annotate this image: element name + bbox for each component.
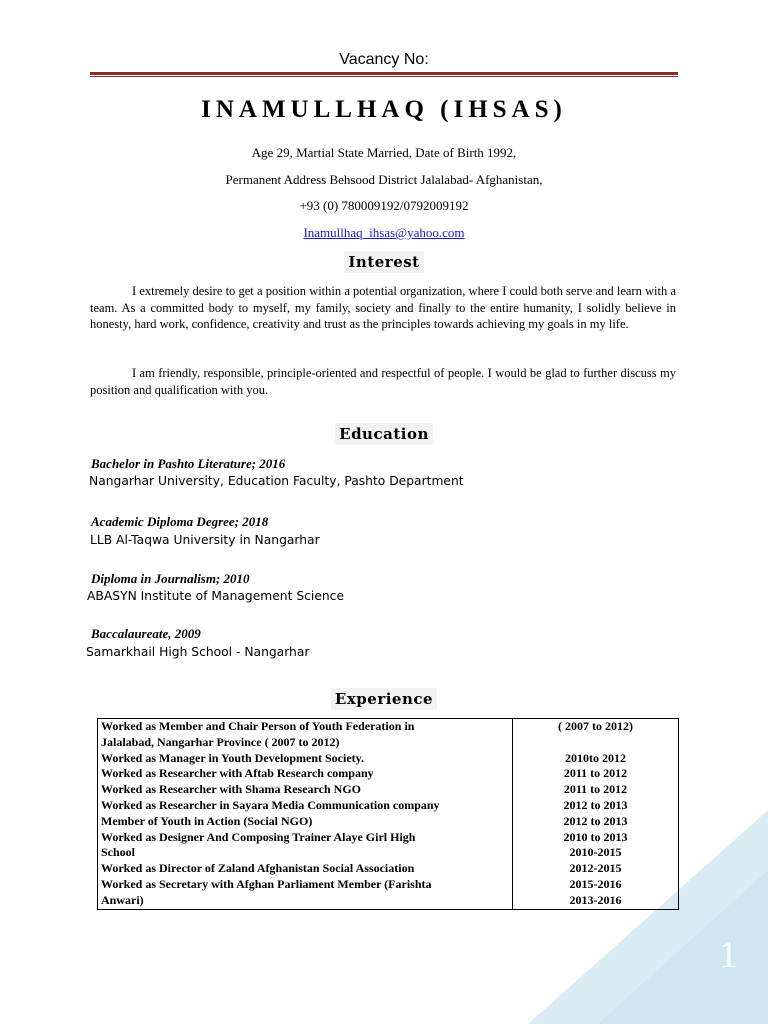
candidate-name: INAMULLHAQ (IHSAS) bbox=[201, 96, 567, 123]
experience-period: 2012 to 2013 bbox=[563, 797, 628, 812]
table-row bbox=[98, 751, 679, 767]
experience-role: Worked as Manager in Youth Development Society. bbox=[98, 751, 513, 767]
experience-period: 2011 to 2012 bbox=[563, 766, 628, 781]
education-title: Bachelor in Pashto Literature; 2016 bbox=[91, 456, 286, 471]
experience-period: ( 2007 to 2012) bbox=[558, 719, 633, 733]
experience-period: 2012-2015 bbox=[569, 861, 622, 876]
experience-role: Anwari) bbox=[98, 893, 513, 909]
table-row bbox=[98, 845, 679, 861]
table-row bbox=[98, 893, 679, 909]
table-row bbox=[98, 877, 679, 893]
page-number: 1 bbox=[719, 934, 738, 976]
table-row bbox=[98, 719, 679, 735]
experience-period: 2015-2016 bbox=[569, 876, 622, 891]
experience-period: 2010-2015 bbox=[569, 845, 622, 860]
interest-heading: Interest bbox=[0, 253, 768, 271]
education-title: Baccalaureate, 2009 bbox=[91, 626, 201, 641]
education-title: Diploma in Journalism; 2010 bbox=[91, 571, 250, 586]
table-row bbox=[98, 782, 679, 798]
experience-role: Worked as Secretary with Afghan Parliament Member (Farishta bbox=[98, 877, 513, 893]
experience-table bbox=[97, 718, 679, 910]
email-link[interactable]: Inamullhaq_ihsas@yahoo.com bbox=[303, 225, 465, 240]
table-row bbox=[98, 798, 679, 814]
address: Permanent Address Behsood District Jalalabad- Afghanistan, bbox=[225, 172, 543, 187]
experience-role: Worked as Designer And Composing Trainer Alaye Girl High bbox=[98, 830, 513, 846]
experience-role: Worked as Director of Zaland Afghanistan Social Association bbox=[98, 861, 513, 877]
education-detail: Samarkhail High School - Nangarhar bbox=[86, 645, 310, 659]
experience-period: 2013-2016 bbox=[569, 892, 622, 907]
experience-role: Jalalabad, Nangarhar Province ( 2007 to 2012) bbox=[98, 735, 513, 751]
experience-period bbox=[513, 735, 679, 751]
experience-period: 2010 to 2013 bbox=[563, 829, 628, 844]
table-row bbox=[98, 766, 679, 782]
education-detail: LLB Al-Taqwa University in Nangarhar bbox=[90, 533, 320, 547]
table-row bbox=[98, 735, 679, 751]
experience-role: Member of Youth in Action (Social NGO) bbox=[98, 814, 513, 830]
header-rule bbox=[90, 72, 678, 75]
education-detail: Nangarhar University, Education Faculty, Pashto Department bbox=[89, 474, 464, 488]
experience-role: Worked as Researcher with Aftab Research company bbox=[98, 766, 513, 782]
experience-role: Worked as Researcher with Shama Research NGO bbox=[98, 782, 513, 798]
experience-heading: Experience bbox=[0, 690, 768, 708]
table-row bbox=[98, 861, 679, 877]
experience-role: School bbox=[98, 845, 513, 861]
header-rule-thin bbox=[90, 76, 678, 77]
experience-period: 2010to 2012 bbox=[565, 750, 626, 765]
experience-period: 2012 to 2013 bbox=[563, 813, 628, 828]
table-row bbox=[98, 830, 679, 846]
education-detail: ABASYN Institute of Management Science bbox=[87, 589, 345, 603]
vacancy-label: Vacancy No: bbox=[339, 51, 429, 68]
experience-period: 2011 to 2012 bbox=[563, 782, 628, 797]
education-title: Academic Diploma Degree; 2018 bbox=[91, 514, 269, 529]
phone: +93 (0) 780009192/0792009192 bbox=[299, 198, 469, 213]
table-row bbox=[98, 814, 679, 830]
personal-info: Age 29, Martial State Married, Date of Birth 1992, bbox=[251, 145, 517, 160]
experience-role: Worked as Researcher in Sayara Media Communication company bbox=[98, 798, 513, 814]
experience-role: Worked as Member and Chair Person of Youth Federation in bbox=[98, 719, 513, 735]
interest-paragraph-1: I extremely desire to get a position within a potential organization, where I could both serve and learn with a team. As a committed body to myself, my family, society and finally to the entire humanity, I solidly believe in honesty, hard work, confidence, creativity and trust as the principles towards achieving my goals in my life. bbox=[90, 284, 676, 331]
interest-paragraph-2: I am friendly, responsible, principle-oriented and respectful of people. I would be glad to further discuss my position and qualification with you. bbox=[90, 366, 676, 397]
education-heading: Education bbox=[0, 425, 768, 443]
